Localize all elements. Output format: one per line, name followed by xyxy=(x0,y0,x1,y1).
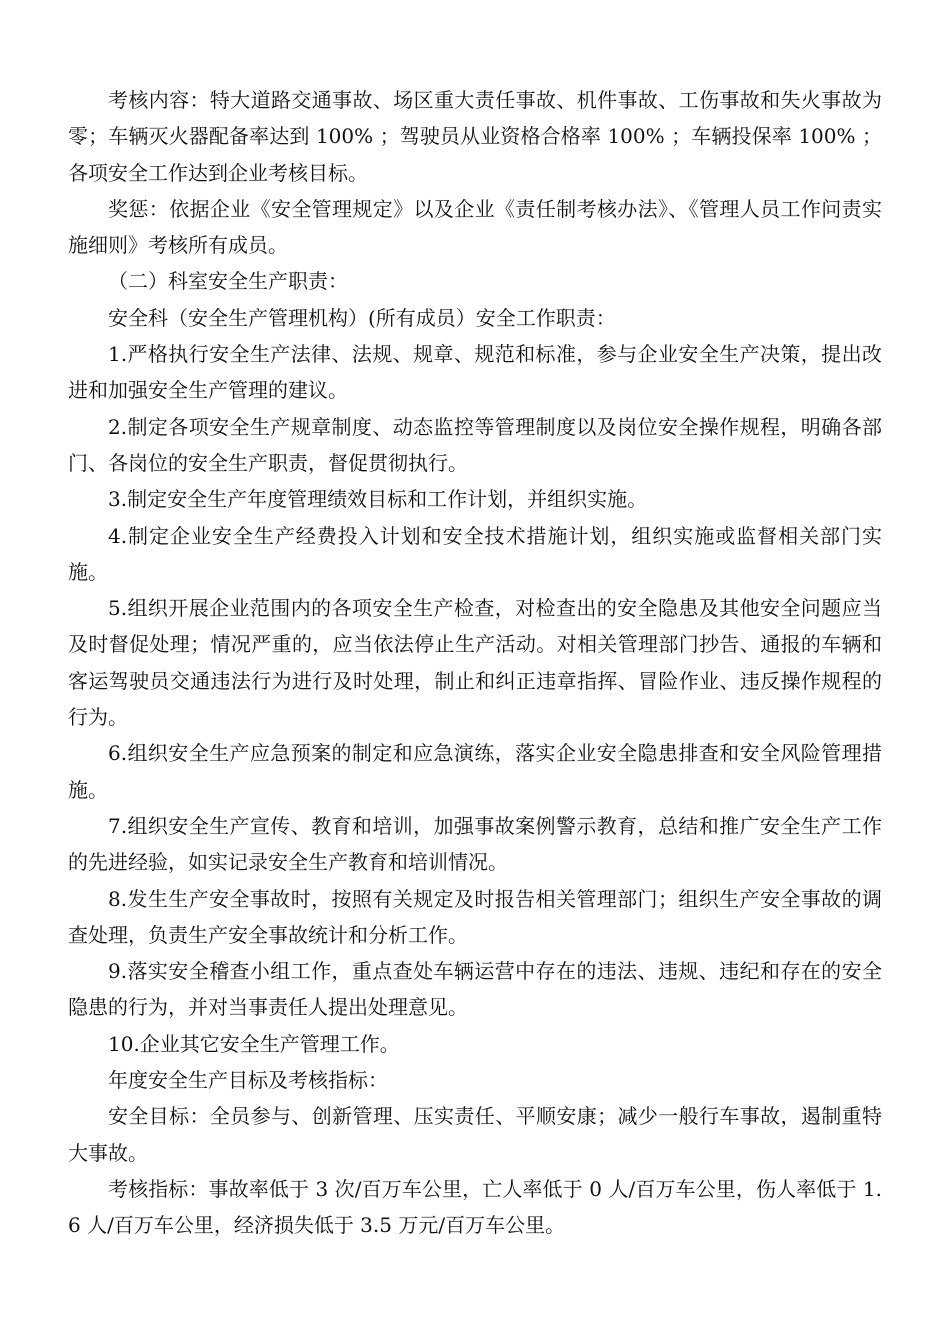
list-item-duty-5: 5.组织开展企业范围内的各项安全生产检查，对检查出的安全隐患及其他安全问题应当及时督促处理；情况严重的，应当依法停止生产活动。对相关管理部门抄告、通报的车辆和客运驾驶员交通违法行为进行及时处理，制止和纠正违章指挥、冒险作业、违反操作规程的行为。 xyxy=(68,596,882,730)
paragraph-safety-goal: 安全目标：全员参与、创新管理、压实责任、平顺安康；减少一般行车事故，遏制重特大事故。 xyxy=(68,1104,882,1165)
list-item-duty-2: 2.制定各项安全生产规章制度、动态监控等管理制度以及岗位安全操作规程，明确各部门、各岗位的安全生产职责，督促贯彻执行。 xyxy=(68,414,882,475)
paragraph-assessment-content: 考核内容：特大道路交通事故、场区重大责任事故、机件事故、工伤事故和失火事故为零；车辆灭火器配备率达到 100% ；驾驶员从业资格合格率 100% ；车辆投保率 100% ；各项安全工作达到企业考核目标。 xyxy=(68,88,882,185)
list-item-duty-7: 7.组织安全生产宣传、教育和培训，加强事故案例警示教育，总结和推广安全生产工作的先进经验，如实记录安全生产教育和培训情况。 xyxy=(68,813,882,875)
paragraph-annual-targets-heading: 年度安全生产目标及考核指标： xyxy=(108,1068,388,1093)
section-heading-department-duties: （二）科室安全生产职责： xyxy=(108,269,348,294)
paragraph-safety-dept-duties-intro: 安全科（安全生产管理机构）(所有成员）安全工作职责： xyxy=(108,305,616,330)
paragraph-rewards-penalties: 奖惩：依据企业《安全管理规定》以及企业《责任制考核办法》、《管理人员工作问责实施细则》考核所有成员。 xyxy=(68,196,882,258)
paragraph-assessment-indicators: 考核指标：事故率低于 3 次/百万车公里，亡人率低于 0 人/百万车公里，伤人率低于 1.6 人/百万车公里，经济损失低于 3.5 万元/百万车公里。 xyxy=(68,1176,882,1238)
list-item-duty-6: 6.组织安全生产应急预案的制定和应急演练，落实企业安全隐患排查和安全风险管理措施。 xyxy=(68,741,882,802)
list-item-duty-10: 10.企业其它安全生产管理工作。 xyxy=(108,1031,400,1056)
list-item-duty-4: 4.制定企业安全生产经费投入计划和安全技术措施计划，组织实施或监督相关部门实施。 xyxy=(68,523,882,584)
list-item-duty-1: 1.严格执行安全生产法律、法规、规章、规范和标准，参与企业安全生产决策，提出改进和加强安全生产管理的建议。 xyxy=(68,342,882,403)
document-body xyxy=(68,82,882,1244)
list-item-duty-8: 8.发生生产安全事故时，按照有关规定及时报告相关管理部门；组织生产安全事故的调查处理，负责生产安全事故统计和分析工作。 xyxy=(68,886,882,947)
list-item-duty-3: 3.制定安全生产年度管理绩效目标和工作计划，并组织实施。 xyxy=(108,487,648,512)
list-item-duty-9: 9.落实安全稽查小组工作，重点查处车辆运营中存在的违法、违规、违纪和存在的安全隐患的行为，并对当事责任人提出处理意见。 xyxy=(68,959,882,1020)
